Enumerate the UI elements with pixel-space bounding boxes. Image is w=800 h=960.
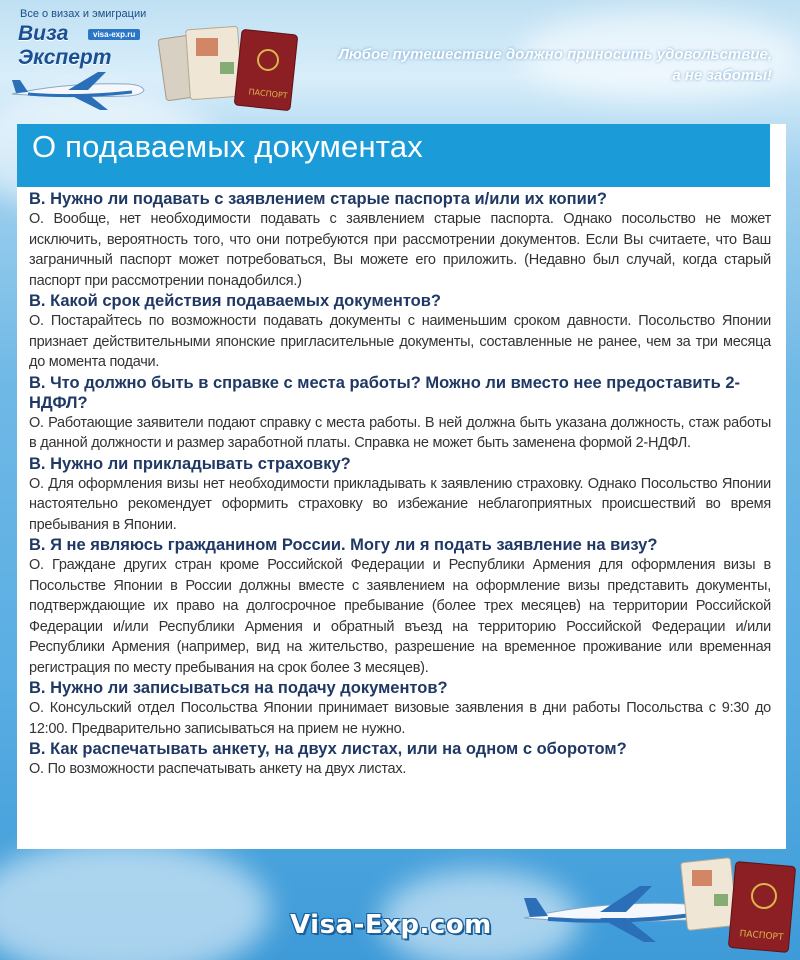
logo-url-badge: visa-exp.ru: [88, 29, 140, 40]
faq-list: [29, 189, 771, 780]
faq-question: В. Нужно ли прикладывать страховку?: [29, 454, 351, 473]
faq-answer: О. Постарайтесь по возможности подавать документы с наименьшим сроком давности. Посольство Японии признает действительными японские пригласительные документы, составленные не ранее, чем за три месяца до момента подачи.: [29, 313, 771, 370]
site-logo[interactable]: [8, 20, 308, 112]
faq-answer: О. Консульский отдел Посольства Японии принимает визовые заявления в дни работы Посольства с 9:30 до 12:00. Предварительно записываться на прием не нужно.: [29, 700, 771, 737]
faq-answer: О. Вообще, нет необходимости подавать с заявлением старые паспорта. Однако посольство не может исключить, вероятность того, что они потребуются при рассмотрении документов. Если Вы считаете, что Ваш заграничный паспорт может потребоваться, Вы можете его приложить. (Недавно был случай, когда старый паспорт при рассмотрении понадобился.): [29, 211, 771, 289]
faq-question: В. Нужно ли подавать с заявлением старые паспорта и/или их копии?: [29, 190, 607, 208]
content-panel: [17, 124, 786, 849]
slogan-line-2: а не заботы!: [672, 67, 772, 84]
site-footer: [0, 850, 800, 960]
faq-question: В. Нужно ли записываться на подачу документов?: [29, 679, 448, 697]
faq-question: В. Какой срок действия подаваемых документов?: [29, 292, 441, 310]
logo-word-visa: Виза: [18, 22, 69, 45]
faq-question: В. Что должно быть в справке с места работы? Можно ли вместо нее предоставить 2-НДФЛ?: [29, 373, 741, 412]
airplane-icon: [8, 68, 148, 112]
faq-answer: О. Для оформления визы нет необходимости прикладывать к заявлению страховку. Однако Посольство Японии настоятельно рекомендует оформить страховку во избежание неблагоприятных происшествий во время пребывания в Японии.: [29, 475, 771, 533]
passport-stack-icon: [680, 850, 800, 960]
page-title: О подаваемых документах: [32, 129, 423, 164]
faq-question: В. Я не являюсь гражданином России. Могу ли я подать заявление на визу?: [29, 536, 658, 554]
faq-answer: О. По возможности распечатывать анкету на двух листах.: [29, 761, 407, 777]
slogan-line-1: Любое путешествие должно приносить удовольствие,: [338, 46, 772, 63]
logo-word-expert: Эксперт: [18, 46, 112, 69]
faq-question: В. Как распечатывать анкету, на двух листах, или на одном с оборотом?: [29, 740, 627, 758]
site-slogan: [339, 44, 772, 86]
faq-answer: О. Граждане других стран кроме Российской Федерации и Республики Армения для оформления визы в Посольстве Японии в России должны вместе с заявлением на оформление визы представить документы, подтверждающие их право на долгосрочное пребывание (более трех месяцев) на территории Российской Федерации и/или Республики Армения и обратный въезд на территорию Российской Федерации и/или Республики Армения (например, вид на жительство, разрешение на временное проживание или временная регистрация по месту пребывания на срок более 3 месяцев).: [29, 557, 771, 676]
site-tagline: Все о визах и эмиграции: [20, 8, 147, 20]
site-header: [0, 0, 800, 118]
footer-brand[interactable]: Visa-Exp.com: [290, 910, 492, 940]
svg-text:ПАСПОРТ: ПАСПОРТ: [248, 87, 288, 101]
title-bar: [17, 124, 770, 187]
faq-answer: О. Работающие заявители подают справку с места работы. В ней должна быть указана должность, стаж работы в данной должности и размер заработной платы. Справка не может быть заменена формой 2-НДФЛ.: [29, 414, 771, 451]
svg-text:ПАСПОРТ: ПАСПОРТ: [739, 929, 784, 943]
passport-stack-icon: [158, 22, 308, 112]
